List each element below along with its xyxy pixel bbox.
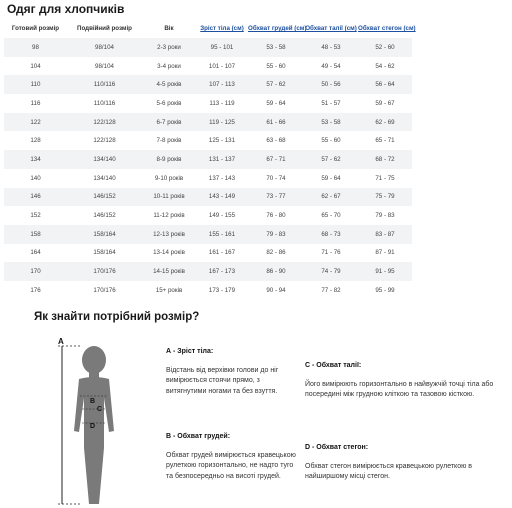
cell-chest: 73 - 77 [248,188,304,207]
label-b: B [90,398,96,405]
cell-height: 137 - 143 [196,169,248,188]
cell-hips: 87 - 91 [358,244,412,263]
table-row [4,150,412,169]
cell-double-size: 122/128 [67,131,142,150]
cell-chest: 76 - 80 [248,206,304,225]
table-row [4,262,412,281]
cell-double-size: 98/104 [67,57,142,76]
cell-height: 95 - 101 [196,38,248,57]
cell-height: 119 - 125 [196,113,248,132]
cell-height: 113 - 119 [196,94,248,113]
col-header-age: Вік [164,25,174,32]
cell-double-size: 134/140 [67,169,142,188]
cell-chest: 63 - 68 [248,131,304,150]
cell-age: 13-14 років [142,244,196,263]
cell-hips: 79 - 83 [358,206,412,225]
cell-size: 170 [4,262,67,281]
cell-waist: 71 - 76 [304,244,358,263]
cell-waist: 50 - 56 [304,75,358,94]
cell-hips: 83 - 87 [358,225,412,244]
cell-height: 143 - 149 [196,188,248,207]
cell-size: 158 [4,225,67,244]
cell-waist: 68 - 73 [304,225,358,244]
col-header-waist-link[interactable]: Обхват талії (см) [305,25,357,32]
cell-waist: 65 - 70 [304,206,358,225]
cell-size: 164 [4,244,67,263]
table-row [4,244,412,263]
cell-waist: 48 - 53 [304,38,358,57]
cell-double-size: 98/104 [67,38,142,57]
col-header-chest-link[interactable]: Обхват грудей (см) [248,25,307,32]
hips-heading: D - Обхват стегон: [305,444,369,451]
cell-age: 3-4 роки [142,57,196,76]
cell-height: 125 - 131 [196,131,248,150]
cell-size: 152 [4,206,67,225]
cell-height: 101 - 107 [196,57,248,76]
label-a: A [58,337,64,346]
cell-age: 7-8 років [142,131,196,150]
size-table-body [4,38,412,300]
table-row [4,38,412,57]
cell-double-size: 170/176 [67,281,142,300]
cell-chest: 90 - 94 [248,281,304,300]
cell-double-size: 158/164 [67,244,142,263]
cell-double-size: 122/128 [67,113,142,132]
cell-size: 116 [4,94,67,113]
cell-age: 5-6 років [142,94,196,113]
table-row [4,188,412,207]
hips-instructions [305,443,507,483]
height-text: Відстань від верхівки голови до ніг вимірюється стоячи прямо, з витягнутими ногами та без взуття. [166,366,279,395]
cell-chest: 86 - 90 [248,262,304,281]
cell-age: 15+ років [142,281,196,300]
cell-size: 110 [4,75,67,94]
col-header-hips-link[interactable]: Обхват стегон (см) [358,25,416,32]
chest-text: Обхват грудей вимірюється кравецькою рулеткою горизонтально, не надто туго та безпосередньо на висоті грудей. [166,451,296,480]
cell-size: 128 [4,131,67,150]
cell-waist: 55 - 60 [304,131,358,150]
cell-height: 155 - 161 [196,225,248,244]
cell-size: 176 [4,281,67,300]
page-title: Одяг для хлопчиків [7,2,125,16]
cell-size: 146 [4,188,67,207]
cell-hips: 91 - 95 [358,262,412,281]
child-measurement-figure [52,336,162,506]
cell-height: 173 - 179 [196,281,248,300]
cell-hips: 75 - 79 [358,188,412,207]
cell-waist: 49 - 54 [304,57,358,76]
table-row [4,57,412,76]
cell-hips: 62 - 69 [358,113,412,132]
guide-title: Як знайти потрібний розмір? [34,311,200,323]
hips-text: Обхват стегон вимірюється кравецькою рулеткою в найширшому місці стегон. [305,462,473,480]
table-row [4,225,412,244]
cell-waist: 74 - 79 [304,262,358,281]
table-row [4,281,412,300]
table-row [4,206,412,225]
cell-age: 6-7 років [142,113,196,132]
cell-age: 14-15 років [142,262,196,281]
table-row [4,113,412,132]
table-row [4,94,412,113]
cell-size: 140 [4,169,67,188]
cell-double-size: 110/116 [67,75,142,94]
cell-hips: 54 - 62 [358,57,412,76]
cell-waist: 51 - 57 [304,94,358,113]
cell-waist: 53 - 58 [304,113,358,132]
cell-age: 9-10 років [142,169,196,188]
cell-age: 12-13 років [142,225,196,244]
cell-hips: 68 - 72 [358,150,412,169]
cell-chest: 70 - 74 [248,169,304,188]
cell-size: 122 [4,113,67,132]
cell-waist: 77 - 82 [304,281,358,300]
cell-size: 98 [4,38,67,57]
cell-waist: 59 - 64 [304,169,358,188]
cell-chest: 57 - 62 [248,75,304,94]
cell-height: 161 - 167 [196,244,248,263]
cell-hips: 59 - 67 [358,94,412,113]
height-instructions [166,347,298,397]
waist-heading: С - Обхват талії: [305,362,362,369]
table-row [4,75,412,94]
cell-height: 167 - 173 [196,262,248,281]
cell-double-size: 158/164 [67,225,142,244]
cell-hips: 95 - 99 [358,281,412,300]
cell-age: 11-12 років [142,206,196,225]
cell-hips: 56 - 64 [358,75,412,94]
cell-chest: 67 - 71 [248,150,304,169]
label-d: D [90,423,96,430]
col-header-double-size: Подвійний розмір [77,25,132,32]
waist-instructions [305,361,507,401]
cell-double-size: 134/140 [67,150,142,169]
table-row [4,169,412,188]
chest-instructions [166,432,298,482]
table-header-row [4,19,412,38]
cell-age: 8-9 років [142,150,196,169]
cell-size: 134 [4,150,67,169]
cell-hips: 52 - 60 [358,38,412,57]
label-c: C [97,406,103,413]
cell-age: 10-11 років [142,188,196,207]
cell-height: 149 - 155 [196,206,248,225]
col-header-height-link[interactable]: Зріст тіла (см) [200,25,244,32]
chest-heading: В - Обхват грудей: [166,433,231,440]
cell-chest: 55 - 60 [248,57,304,76]
cell-hips: 71 - 75 [358,169,412,188]
cell-chest: 59 - 64 [248,94,304,113]
cell-waist: 57 - 62 [304,150,358,169]
cell-double-size: 170/176 [67,262,142,281]
size-table [4,19,416,300]
cell-double-size: 146/152 [67,206,142,225]
cell-age: 2-3 роки [142,38,196,57]
height-heading: А - Зріст тіла: [166,348,214,355]
cell-double-size: 146/152 [67,188,142,207]
cell-height: 107 - 113 [196,75,248,94]
cell-double-size: 110/116 [67,94,142,113]
col-header-size: Готовий розмір [11,25,60,32]
table-row [4,131,412,150]
cell-height: 131 - 137 [196,150,248,169]
cell-hips: 65 - 71 [358,131,412,150]
waist-text: Його вимірюють горизонтально в найвужчій точці тіла або посередині між грудною кліткою та тазовою кісткою. [305,380,494,398]
cell-size: 104 [4,57,67,76]
cell-chest: 82 - 86 [248,244,304,263]
cell-chest: 79 - 83 [248,225,304,244]
cell-chest: 61 - 66 [248,113,304,132]
cell-waist: 62 - 67 [304,188,358,207]
cell-chest: 53 - 58 [248,38,304,57]
cell-age: 4-5 років [142,75,196,94]
